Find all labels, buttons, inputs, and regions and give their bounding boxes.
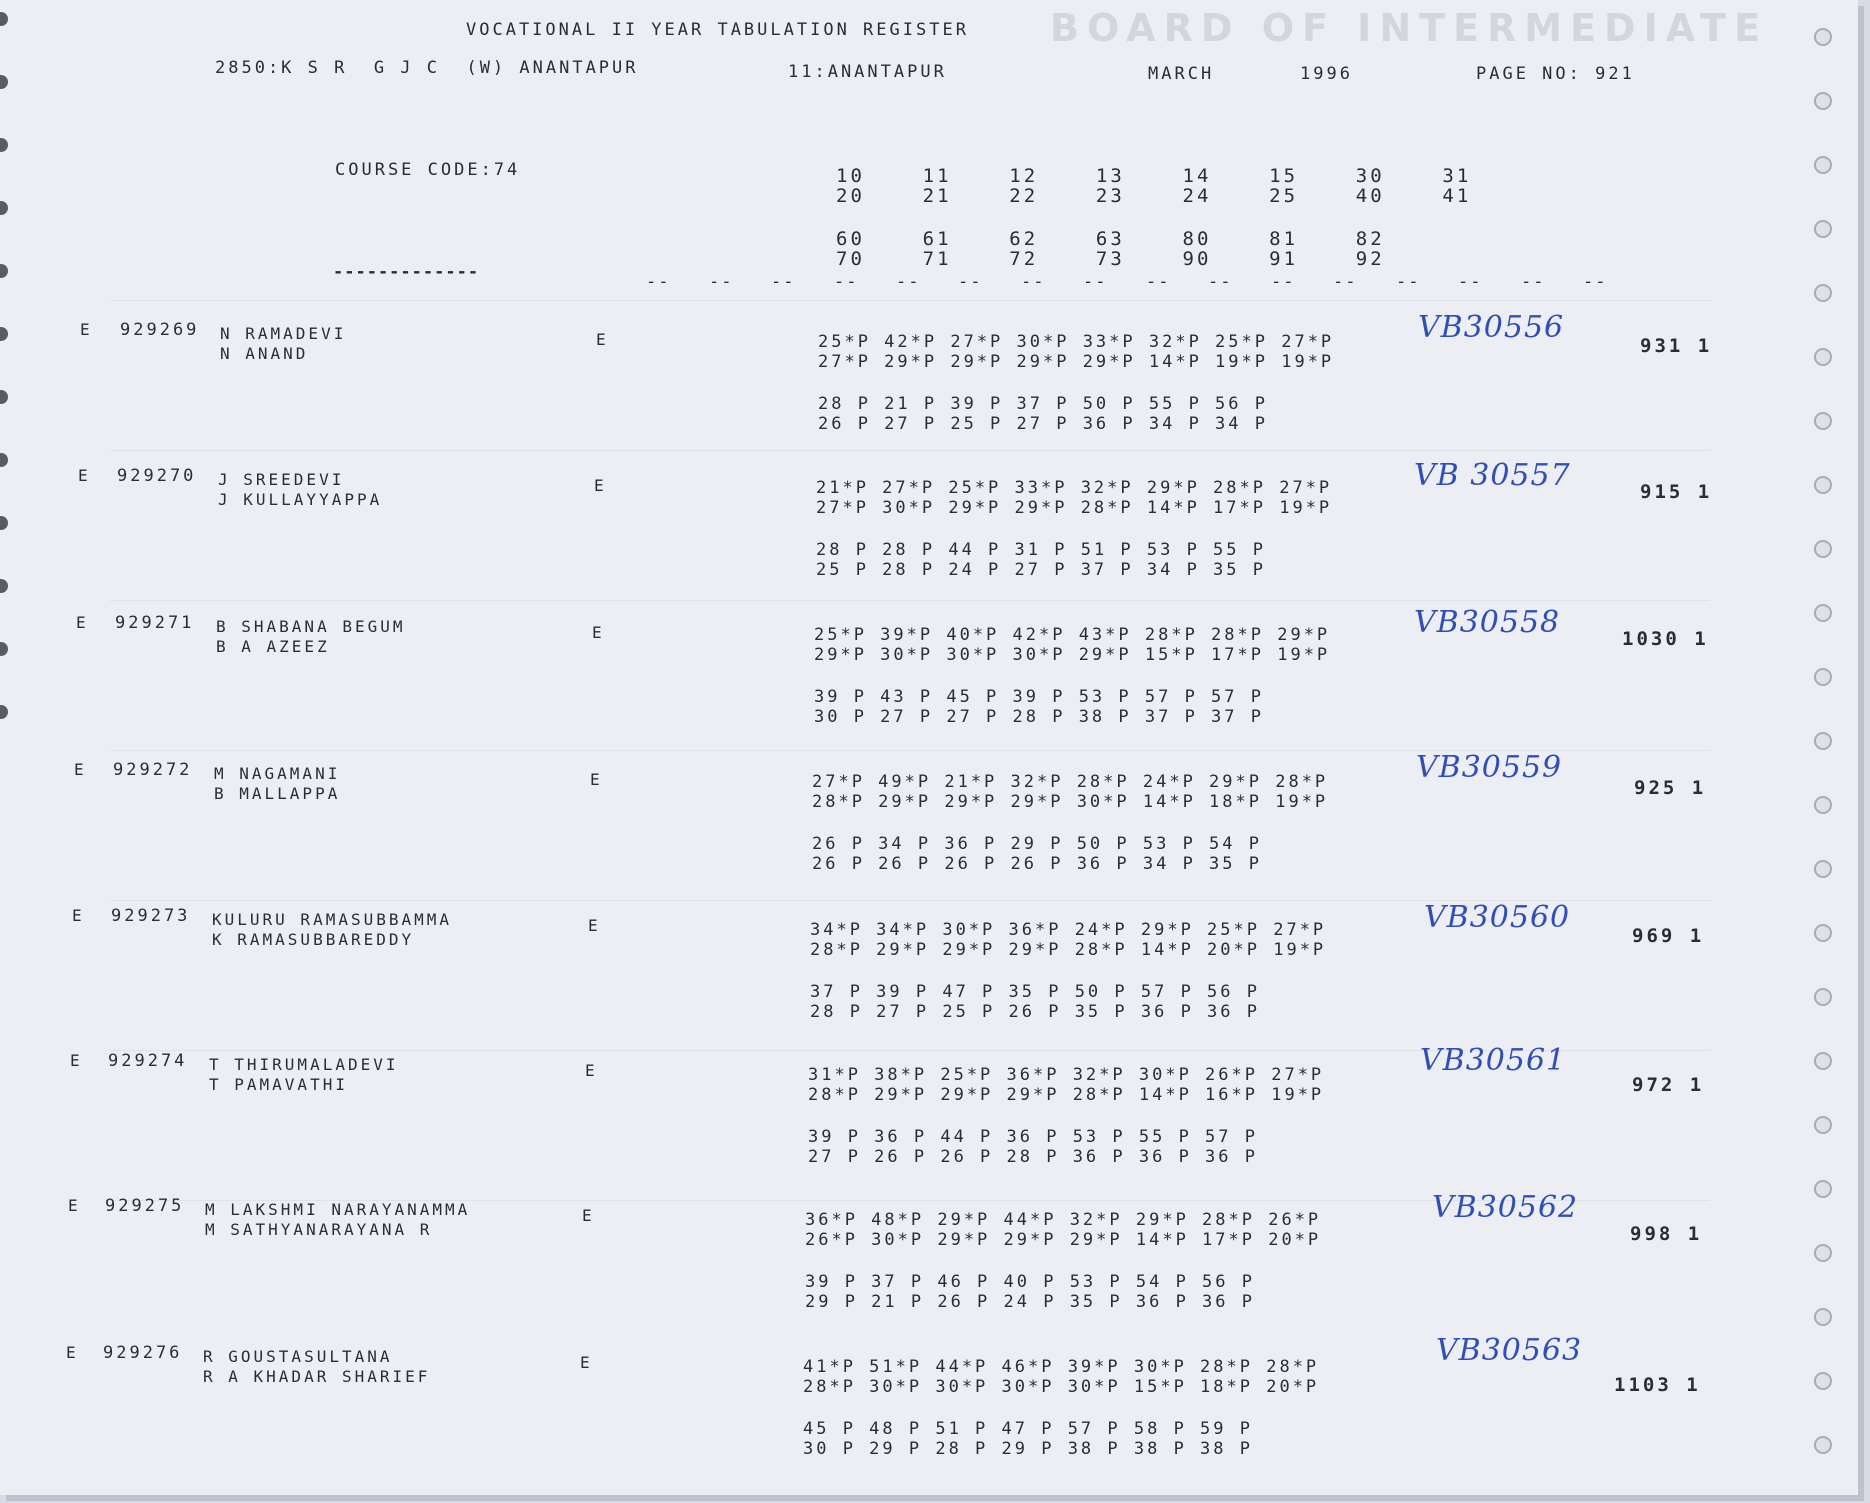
column-separator: -- <box>1208 272 1233 292</box>
subject-codes-row: 60 61 62 63 80 81 82 <box>836 228 1385 250</box>
feed-hole <box>1814 156 1832 174</box>
column-separator: -- <box>771 272 796 292</box>
total-marks: 998 1 <box>1630 1223 1703 1245</box>
roll-number: 929270 <box>117 466 197 486</box>
marks-line: 26 P 34 P 36 P 29 P 50 P 53 P 54 P <box>812 834 1262 854</box>
marks-line: 27 P 26 P 26 P 28 P 36 P 36 P 36 P <box>808 1147 1258 1167</box>
roll-number: 929269 <box>120 320 200 340</box>
record-flag: E <box>78 466 91 485</box>
marks-line: 27*P 49*P 21*P 32*P 28*P 24*P 29*P 28*P <box>812 772 1329 792</box>
feed-hole <box>1814 1372 1832 1390</box>
feed-hole <box>1814 476 1832 494</box>
record-flag: E <box>80 320 93 339</box>
marks-line: 25*P 42*P 27*P 30*P 33*P 32*P 25*P 27*P <box>818 332 1335 352</box>
student-name: J SREEDEVI <box>218 470 345 489</box>
marks-line: 37 P 39 P 47 P 35 P 50 P 57 P 56 P <box>810 982 1260 1002</box>
total-marks: 969 1 <box>1632 925 1705 947</box>
marks-line: 36*P 48*P 29*P 44*P 32*P 29*P 28*P 26*P <box>805 1210 1322 1230</box>
student-name: R GOUSTASULTANA <box>203 1347 393 1366</box>
roll-number: 929271 <box>115 613 195 633</box>
feed-hole <box>1814 732 1832 750</box>
subject-codes-row: 20 21 22 23 24 25 40 41 <box>836 185 1472 207</box>
binding-hole <box>0 264 8 278</box>
marks-line: 26 P 26 P 26 P 26 P 36 P 34 P 35 P <box>812 854 1262 874</box>
student-record <box>0 458 1800 584</box>
certificate-number: VB30563 <box>1436 1333 1583 1368</box>
total-marks: 1103 1 <box>1614 1374 1701 1396</box>
column-separator: -- <box>1583 272 1608 292</box>
roll-number: 929275 <box>105 1196 185 1216</box>
feed-hole <box>1814 924 1832 942</box>
feed-hole <box>1814 220 1832 238</box>
marks-line: 25 P 28 P 24 P 27 P 37 P 34 P 35 P <box>816 560 1266 580</box>
marks-line: 28 P 28 P 44 P 31 P 51 P 53 P 55 P <box>816 540 1266 560</box>
feed-hole <box>1814 1052 1832 1070</box>
certificate-number: VB30558 <box>1414 605 1561 640</box>
parent-name: M SATHYANARAYANA R <box>205 1220 433 1239</box>
certificate-number: VB30560 <box>1424 900 1571 935</box>
marks-line: 29 P 21 P 26 P 24 P 35 P 36 P 36 P <box>805 1292 1255 1312</box>
student-name: N RAMADEVI <box>220 324 347 343</box>
student-name: T THIRUMALADEVI <box>209 1055 399 1074</box>
subject-codes-row: 10 11 12 13 14 15 30 31 <box>836 165 1472 187</box>
student-name: M NAGAMANI <box>214 764 341 783</box>
column-separator: -- <box>1146 272 1171 292</box>
college-name: 2850:K S R G J C (W) ANANTAPUR <box>215 58 639 78</box>
feed-hole <box>1814 1180 1832 1198</box>
student-name: B SHABANA BEGUM <box>216 617 406 636</box>
feed-hole <box>1814 348 1832 366</box>
parent-name: T PAMAVATHI <box>209 1075 348 1094</box>
grid-rule <box>110 600 1710 601</box>
certificate-number: VB 30557 <box>1414 458 1571 493</box>
feed-hole <box>1814 28 1832 46</box>
record-flag: E <box>74 760 87 779</box>
register-title: VOCATIONAL II YEAR TABULATION REGISTER <box>466 20 969 40</box>
exam-month: MARCH <box>1148 64 1215 84</box>
course-underline: ------------- <box>333 262 480 282</box>
parent-name: K RAMASUBBAREDDY <box>212 930 415 949</box>
student-record <box>0 310 1800 438</box>
marks-line: 28*P 29*P 29*P 29*P 28*P 14*P 16*P 19*P <box>808 1085 1325 1105</box>
total-marks: 1030 1 <box>1622 628 1709 650</box>
feed-hole <box>1814 1244 1832 1262</box>
feed-hole <box>1814 604 1832 622</box>
roll-number: 929274 <box>108 1051 188 1071</box>
grid-rule <box>110 300 1710 301</box>
marks-line: 28*P 29*P 29*P 29*P 30*P 14*P 18*P 19*P <box>812 792 1329 812</box>
column-separator: -- <box>1333 272 1358 292</box>
medium-code: E <box>594 476 607 495</box>
column-separator: -- <box>896 272 921 292</box>
marks-line: 25*P 39*P 40*P 42*P 43*P 28*P 28*P 29*P <box>814 625 1331 645</box>
binding-hole <box>0 75 8 89</box>
feed-hole <box>1814 284 1832 302</box>
record-flag: E <box>76 613 89 632</box>
medium-code: E <box>582 1206 595 1225</box>
column-separator: -- <box>1521 272 1546 292</box>
student-record <box>0 1333 1800 1471</box>
student-record <box>0 750 1800 878</box>
district-name: 11:ANANTAPUR <box>788 62 947 82</box>
show-through-text: BOARD OF INTERMEDIATE <box>1050 6 1769 50</box>
roll-number: 929272 <box>113 760 193 780</box>
record-flag: E <box>72 906 85 925</box>
roll-number: 929273 <box>111 906 191 926</box>
medium-code: E <box>596 330 609 349</box>
feed-hole <box>1814 540 1832 558</box>
medium-code: E <box>580 1353 593 1372</box>
subject-codes-row: 70 71 72 73 90 91 92 <box>836 248 1385 270</box>
total-marks: 915 1 <box>1640 481 1713 503</box>
marks-line: 28 P 27 P 25 P 26 P 35 P 36 P 36 P <box>810 1002 1260 1022</box>
binding-hole <box>0 579 8 593</box>
feed-hole <box>1814 1436 1832 1454</box>
medium-code: E <box>590 770 603 789</box>
feed-hole <box>1814 668 1832 686</box>
certificate-number: VB30559 <box>1416 750 1563 785</box>
medium-code: E <box>585 1061 598 1080</box>
column-separator: -- <box>1083 272 1108 292</box>
roll-number: 929276 <box>103 1343 183 1363</box>
marks-line: 28*P 29*P 29*P 29*P 28*P 14*P 20*P 19*P <box>810 940 1327 960</box>
marks-line: 26*P 30*P 29*P 29*P 29*P 14*P 17*P 20*P <box>805 1230 1322 1250</box>
column-separator: -- <box>1021 272 1046 292</box>
record-flag: E <box>68 1196 81 1215</box>
parent-name: J KULLAYYAPPA <box>218 490 383 509</box>
marks-line: 39 P 37 P 46 P 40 P 53 P 54 P 56 P <box>805 1272 1255 1292</box>
column-separator: -- <box>834 272 859 292</box>
feed-hole <box>1814 988 1832 1006</box>
marks-line: 28 P 21 P 39 P 37 P 50 P 55 P 56 P <box>818 394 1268 414</box>
marks-line: 45 P 48 P 51 P 47 P 57 P 58 P 59 P <box>803 1419 1253 1439</box>
student-name: M LAKSHMI NARAYANAMMA <box>205 1200 471 1219</box>
column-separator: -- <box>1271 272 1296 292</box>
marks-line: 21*P 27*P 25*P 33*P 32*P 29*P 28*P 27*P <box>816 478 1333 498</box>
page-number: PAGE NO: 921 <box>1476 64 1635 84</box>
medium-code: E <box>588 916 601 935</box>
parent-name: B MALLAPPA <box>214 784 341 803</box>
binding-hole <box>0 138 8 152</box>
feed-hole <box>1814 1308 1832 1326</box>
marks-line: 27*P 30*P 29*P 29*P 28*P 14*P 17*P 19*P <box>816 498 1333 518</box>
feed-hole <box>1814 860 1832 878</box>
student-record <box>0 1043 1800 1169</box>
marks-line: 41*P 51*P 44*P 46*P 39*P 30*P 28*P 28*P <box>803 1357 1320 1377</box>
student-record <box>0 1190 1800 1314</box>
binding-hole <box>0 12 8 26</box>
course-code: COURSE CODE:74 <box>335 160 521 180</box>
column-separator: -- <box>1458 272 1483 292</box>
column-separator: -- <box>1396 272 1421 292</box>
parent-name: B A AZEEZ <box>216 637 330 656</box>
medium-code: E <box>592 623 605 642</box>
certificate-number: VB30556 <box>1418 310 1565 345</box>
total-marks: 925 1 <box>1634 777 1707 799</box>
marks-line: 29*P 30*P 30*P 30*P 29*P 15*P 17*P 19*P <box>814 645 1331 665</box>
marks-line: 27*P 29*P 29*P 29*P 29*P 14*P 19*P 19*P <box>818 352 1335 372</box>
marks-line: 30 P 27 P 27 P 28 P 38 P 37 P 37 P <box>814 707 1264 727</box>
feed-hole <box>1814 92 1832 110</box>
student-record <box>0 605 1800 731</box>
column-separator: -- <box>646 272 671 292</box>
marks-line: 28*P 30*P 30*P 30*P 30*P 15*P 18*P 20*P <box>803 1377 1320 1397</box>
student-record <box>0 900 1800 1024</box>
total-marks: 972 1 <box>1632 1074 1705 1096</box>
feed-hole <box>1814 796 1832 814</box>
marks-line: 30 P 29 P 28 P 29 P 38 P 38 P 38 P <box>803 1439 1253 1459</box>
marks-line: 31*P 38*P 25*P 36*P 32*P 30*P 26*P 27*P <box>808 1065 1325 1085</box>
record-flag: E <box>70 1051 83 1070</box>
total-marks: 931 1 <box>1640 335 1713 357</box>
parent-name: R A KHADAR SHARIEF <box>203 1367 431 1386</box>
student-name: KULURU RAMASUBBAMMA <box>212 910 453 929</box>
feed-hole <box>1814 1116 1832 1134</box>
marks-line: 39 P 43 P 45 P 39 P 53 P 57 P 57 P <box>814 687 1264 707</box>
record-flag: E <box>66 1343 79 1362</box>
certificate-number: VB30562 <box>1432 1190 1579 1225</box>
feed-hole <box>1814 412 1832 430</box>
certificate-number: VB30561 <box>1420 1043 1567 1078</box>
column-separator: -- <box>709 272 734 292</box>
marks-line: 34*P 34*P 30*P 36*P 24*P 29*P 25*P 27*P <box>810 920 1327 940</box>
exam-year: 1996 <box>1300 64 1353 84</box>
column-separator: -- <box>958 272 983 292</box>
marks-line: 39 P 36 P 44 P 36 P 53 P 55 P 57 P <box>808 1127 1258 1147</box>
binding-hole <box>0 201 8 215</box>
grid-rule <box>110 450 1710 451</box>
parent-name: N ANAND <box>220 344 309 363</box>
marks-line: 26 P 27 P 25 P 27 P 36 P 34 P 34 P <box>818 414 1268 434</box>
